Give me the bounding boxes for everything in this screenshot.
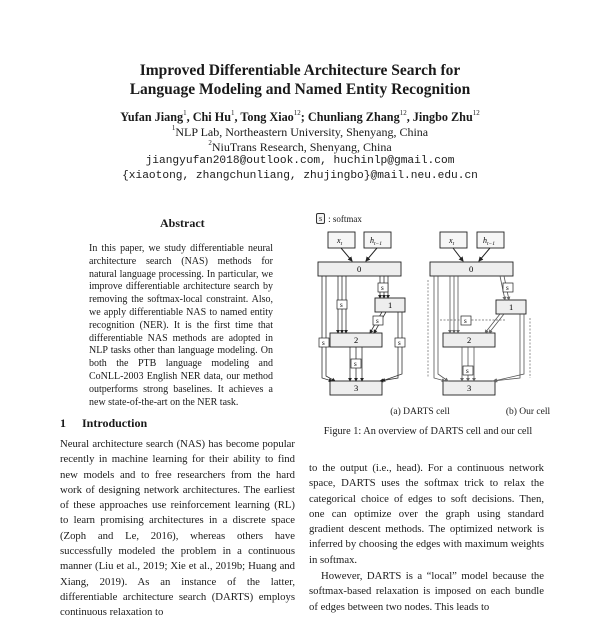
introduction-col2-para1: to the output (i.e., head). For a continuous network space, DARTS uses the softmax trick to relax the categorical choice of edges to soft decisions. Then, one can optimize over the graph using standard gradient descent methods. The optimized network is inferred by choosing the edges with maximum weights in softmax.: [309, 462, 544, 566]
author: Chunliang Zhang$^{12}$: [307, 109, 407, 124]
svg-text:s: s: [322, 339, 325, 347]
softmax-boxes: [461, 283, 513, 375]
abstract-text: In this paper, we study differentiable neural architecture search (NAS) methods for natural language processing. In particular, we improve differentiable architecture search by removing the softmax-local constraint. Also, we apply differentiable NAS to named entity recognition (NER). It is the first time that differentiable NAS methods are adopted in NLP tasks other than language modeling. On both the PTB language modeling and CoNLL-2003 English NER data, our method outperforms strong baselines. It achieves a new state-of-the-art on the NER task.: [89, 243, 273, 408]
paper-title-line1: Improved Differentiable Architecture Search for: [139, 62, 461, 79]
introduction-col2-para2: However, DARTS is a “local” model because the softmax-based relaxation is imposed on each bundle of edges between two nodes. This leads to: [309, 570, 544, 613]
input-h-label: $h_{t-1}$: [483, 236, 495, 247]
introduction-col2: [309, 461, 544, 615]
svg-text:s: s: [354, 360, 357, 368]
node-2-label: 2: [354, 335, 359, 345]
author: Tong Xiao$^{12}$: [240, 109, 301, 124]
node-3-label: 3: [354, 383, 359, 393]
author-emails: jiangyufan2018@outlook.com, huchinlp@gmail.com: [145, 155, 455, 167]
abstract-heading: Abstract: [160, 216, 205, 230]
paper-title-line2: Language Modeling and Named Entity Recognition: [129, 81, 471, 98]
author-list: Yufan Jiang$^1$, Chi Hu$^1$, Tong Xiao$^{12}$; Chunliang Zhang$^{12}$, Jingbo Zhu$^{12}$: [120, 109, 480, 124]
svg-text:s: s: [381, 284, 384, 292]
node-1-label: 1: [509, 302, 514, 312]
our-cell-diagram: [428, 232, 530, 395]
svg-text:s: s: [464, 317, 467, 325]
author-emails-group: {xiaotong, zhangchunliang, zhujingbo}@mail.neu.edu.cn: [122, 170, 478, 182]
input-x-label: $x_t$: [449, 236, 455, 247]
node-2-label: 2: [467, 335, 472, 345]
paper-title: [0, 61, 600, 99]
architecture-figure: [300, 228, 560, 408]
svg-text:s: s: [340, 301, 343, 309]
author: Jingbo Zhu$^{12}$: [412, 109, 480, 124]
author: Yufan Jiang$^1$: [120, 109, 187, 124]
node-3-label: 3: [467, 383, 472, 393]
softmax-legend-box: s: [316, 213, 325, 224]
section-title: Introduction: [82, 416, 148, 430]
subcaption-a: (a) DARTS cell: [390, 407, 450, 417]
section-heading: [60, 416, 147, 431]
figure-legend: [316, 213, 362, 224]
subcaption-b: (b) Our cell: [505, 407, 551, 417]
affiliation: $^1$NLP Lab, Northeastern University, Shenyang, China: [171, 124, 429, 139]
svg-text:s: s: [376, 317, 379, 325]
author: Chi Hu$^1$: [192, 109, 235, 124]
affiliation: $^2$NiuTrans Research, Shenyang, China: [208, 139, 392, 154]
svg-text:s: s: [398, 339, 401, 347]
introduction-col1-text: Neural architecture search (NAS) has become popular recently in machine learning for their ability to find new models and to free researchers from the hard work of designing network architectures. The earliest of these approaches use reinforcement learning (RL) to learn promising architectures in a discrete space (Zoph and Le, 2016), whereas others have successfully modeled the problem in a continuous manner (Liu et al., 2019; Xie et al., 2019b; Huang and Xiang, 2019). As an instance of the latter, differentiable architecture search (DARTS) employs continuous relaxation to: [60, 438, 295, 619]
input-x-label: $x_t$: [337, 236, 343, 247]
darts-cell-diagram: [318, 232, 405, 395]
node-0-label: 0: [469, 264, 474, 274]
input-h-label: $h_{t-1}$: [370, 236, 382, 247]
section-number: 1: [60, 416, 66, 430]
figure-caption: Figure 1: An overview of DARTS cell and our cell: [323, 426, 533, 437]
softmax-legend-text: : softmax: [328, 213, 362, 224]
node-0-label: 0: [357, 264, 362, 274]
svg-text:s: s: [466, 367, 469, 375]
node-1-label: 1: [388, 300, 393, 310]
svg-text:s: s: [506, 284, 509, 292]
